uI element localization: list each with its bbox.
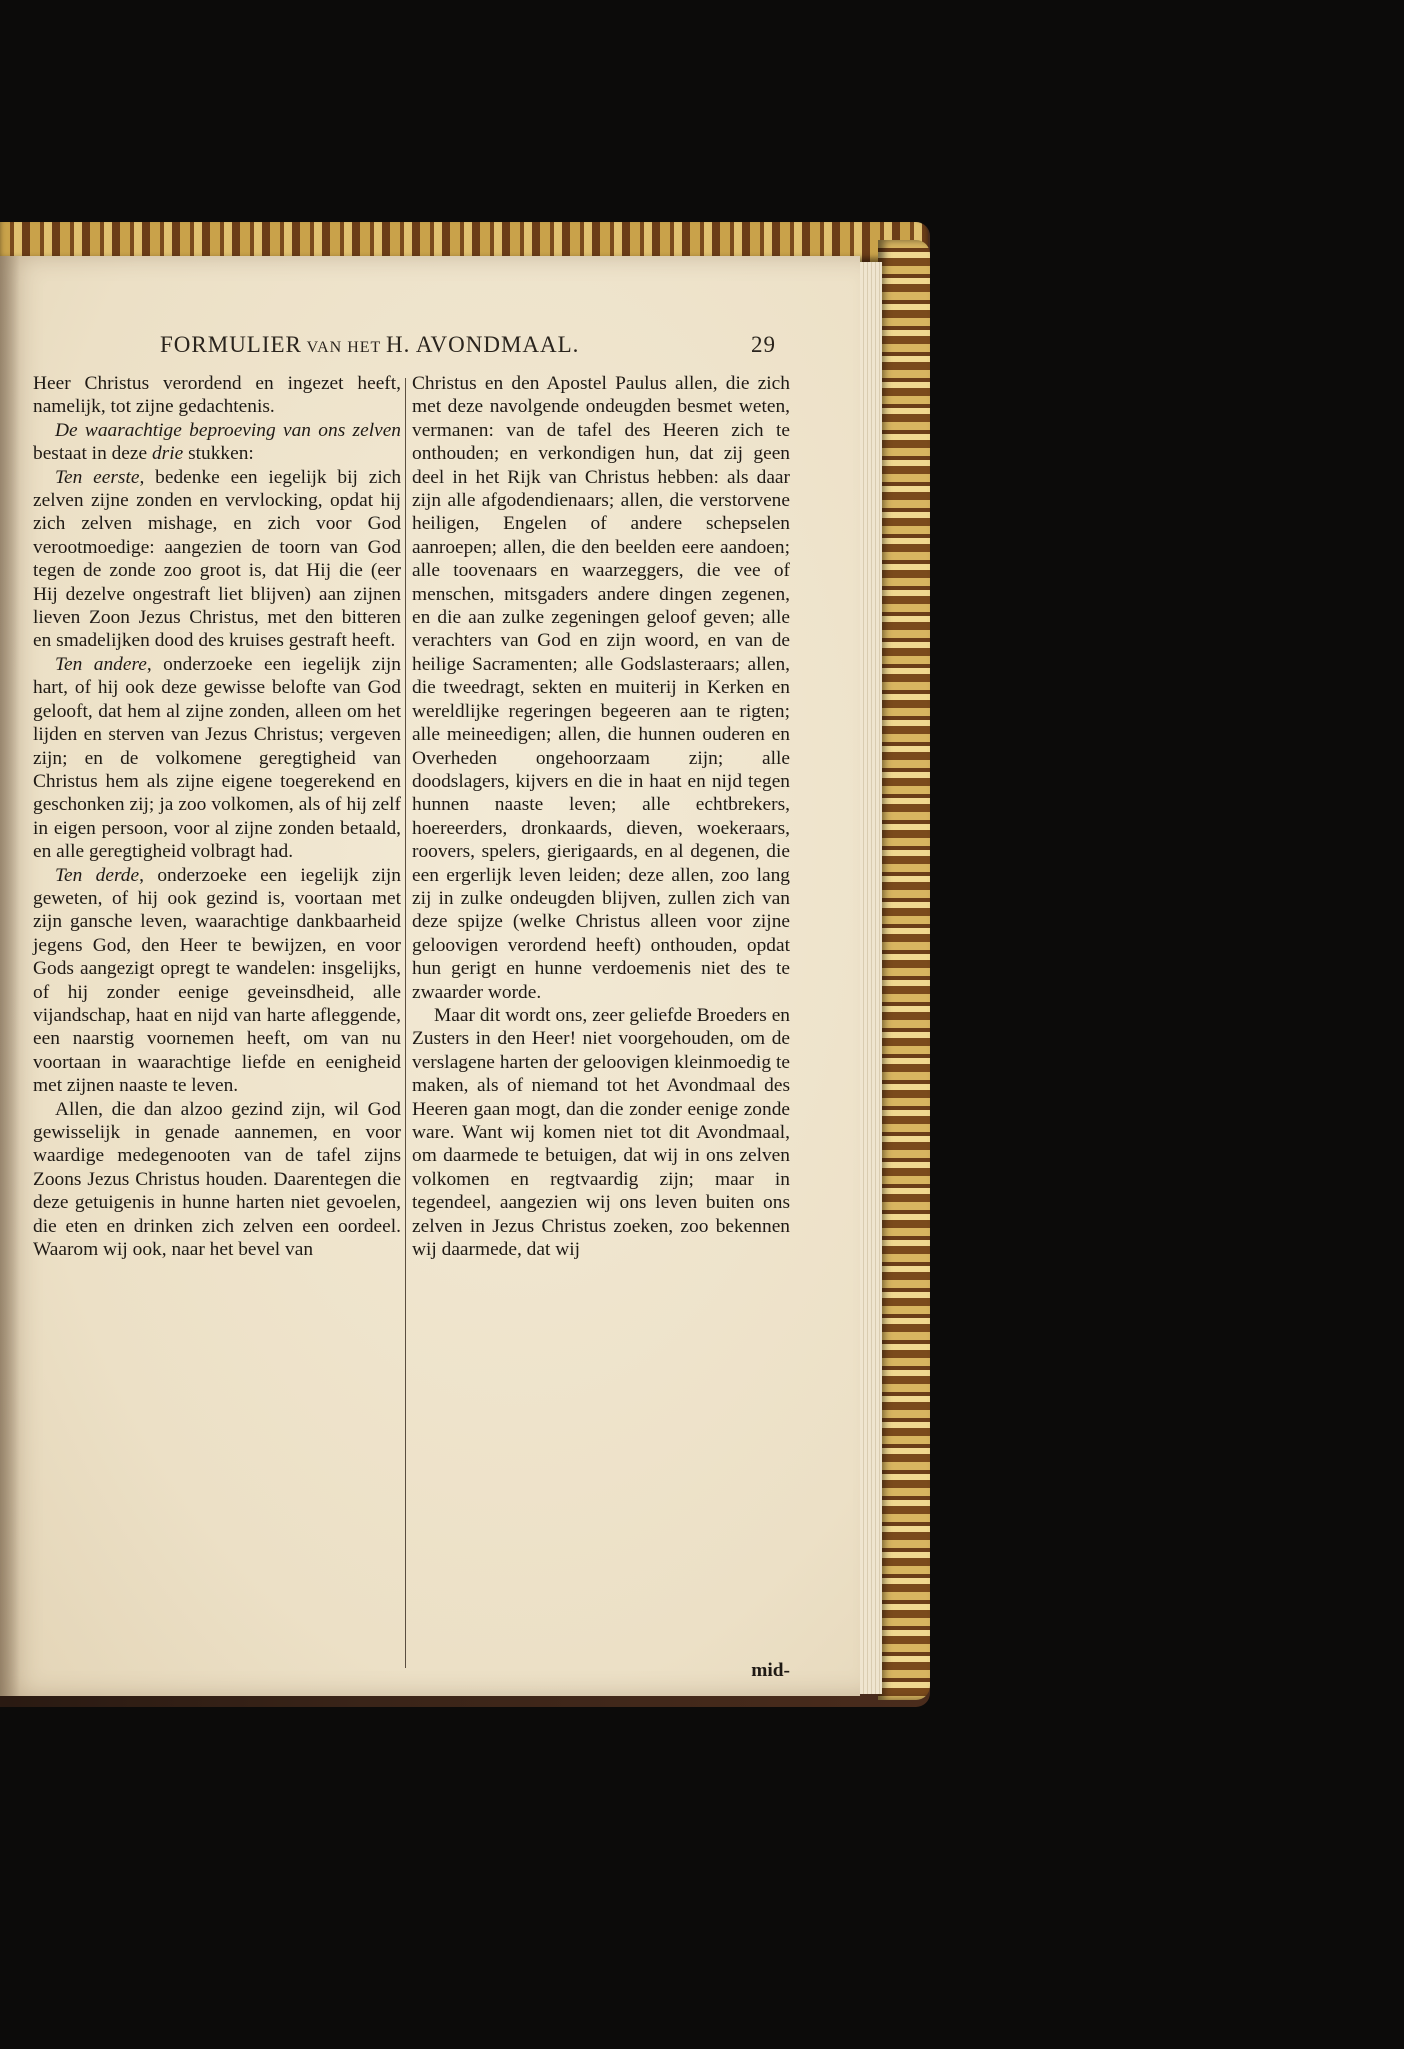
right-column <box>412 372 790 1672</box>
paragraph: Ten andere, onderzoeke een iegelijk zijn hart, of hij ook deze gewisse belofte van God gelooft, dat hem al zijne zonden, alleen om het lijden en sterven van Jezus Christus; vergeven zijn; en de volkomene geregtigheid van Christus hem als zijne eigene toegerekend en geschonken zij; ja zoo volkomen, als of hij zelf in eigen persoon, voor al zijne zonden betaald, en alle geregtigheid volbragt had. <box>33 653 401 863</box>
left-column <box>33 372 401 1672</box>
paragraph: De waarachtige beproeving van ons zelven bestaat in deze drie stukken: <box>33 419 401 465</box>
paragraph: Heer Christus verordend en ingezet heeft, namelijk, tot zijne gedachtenis. <box>33 373 401 418</box>
running-head-title-3: H. AVONDMAAL. <box>386 332 580 357</box>
paragraph: Ten derde, onderzoeke een iegelijk zijn geweten, of hij ook gezind is, voortaan met zijn gansche leven, waarachtige dankbaarheid jegens God, den Heer te bewijzen, en voor Gods aangezigt opregt te wandelen: insgelijks, of hij zonder eenige geveinsdheid, alle vijandschap, haat en nijd van harte afleggende, een naarstig voornemen heeft, om van nu voortaan in waarachtige liefde en eenigheid met zijnen naaste te leven. <box>33 864 401 1097</box>
gilt-decorative-border-right <box>878 240 930 1700</box>
paragraph: Allen, die dan alzoo gezind zijn, wil God gewisselijk in genade aannemen, en voor waardige medegenooten van de tafel zijns Zoons Jezus Christus houden. Daarentegen die deze getuigenis in hunne harten niet gevoelen, die eten en drinken zich zelven een oordeel. Waarom wij ook, naar het bevel van <box>33 1098 401 1261</box>
running-head <box>160 332 800 368</box>
gutter-shadow <box>0 256 20 1696</box>
running-head-title-1: FORMULIER <box>160 332 302 357</box>
paragraph: Christus en den Apostel Paulus allen, die zich met deze navolgende ondeugden besmet weten, vermanen: van de tafel des Heeren zich te onthouden; en verkondigen hun, dat zij geen deel in het Rijk van Christus hebben: als daar zijn alle afgodendienaars; allen, die verstorvene heiligen, Engelen of andere schepselen aanroepen; allen, die den beelden eere aandoen; alle toovenaars en waarzeggers, die vee of menschen, mitsgaders andere dingen zegenen, en die aan zulke zegeningen geloof geven; alle verachters van God en zijn woord, en van de heilige Sacramenten; alle Godslasteraars; allen, die tweedragt, sekten en muiterij in Kerken en wereldlijke regeringen begeeren aan te rigten; alle meineedigen; allen, die hunnen ouderen en Overheden ongehoorzaam zijn; alle doodslagers, kijvers en die in haat en nijd tegen hunnen naaste leven; alle echtbrekers, hoereerders, dronkaards, dieven, woekeraars, roovers, spelers, gierigaards, en al degenen, die een ergerlijk leven leiden; deze allen, zoo lang zij in zulke ondeugden blijven, zullen zich van deze spijze (welke Christus alleen voor zijne geloovigen verordend heeft) onthouden, opdat hun gerigt en hunne verdoemenis niet des te zwaarder worde. <box>412 373 790 1003</box>
page-number: 29 <box>751 332 776 357</box>
column-divider <box>405 378 406 1668</box>
paragraph: Ten eerste, bedenke een iegelijk bij zich zelven zijne zonden en vervlocking, opdat hij zich zelven mishage, en zich voor God verootmoedige: aangezien de toorn van God tegen de zonde zoo groot is, dat Hij die (eer Hij dezelve ongestraft liet blijven) aan zijnen lieven Zoon Jezus Christus, met den bitteren en smadelijken dood des kruises gestraft heeft. <box>33 466 402 652</box>
paragraph: Maar dit wordt ons, zeer geliefde Broeders en Zusters in den Heer! niet voorgehouden, om de verslagene harten der geloovigen kleinmoedig te maken, als of niemand tot het Avondmaal des Heeren gaan mogt, dan die zonder eenige zonde ware. Want wij komen niet tot dit Avondmaal, om daarmede te betuigen, dat wij in ons zelven volkomen en regtvaardig zijn; maar in tegendeel, aangezien wij ons leven buiten ons zelven in Jezus Christus zoeken, zoo bekennen wij daarmede, dat wij <box>412 1004 790 1261</box>
running-head-title-2: VAN HET <box>301 339 387 356</box>
catchword: mid- <box>751 1660 790 1681</box>
